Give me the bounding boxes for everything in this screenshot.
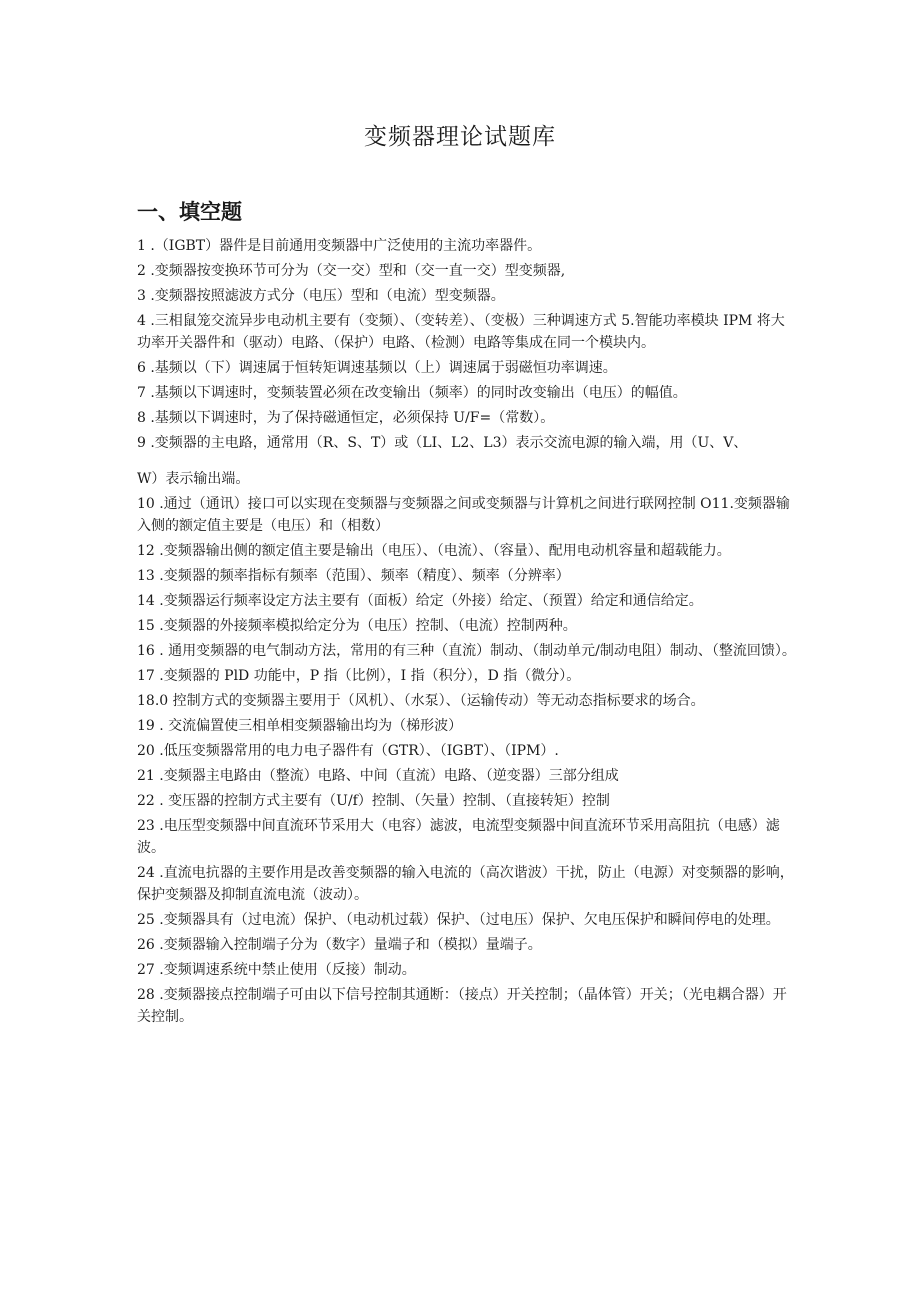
question-item: 15 .变频器的外接频率模拟给定分为（电压）控制、（电流）控制两种。	[137, 618, 577, 634]
question-item: 10 .通过（通讯）接口可以实现在变频器与变频器之间或变频器与计算机之间进行联网控制 O11.变频器输入侧的额定值主要是（电压）和（相数）	[137, 496, 790, 534]
question-item: 16 . 通用变频器的电气制动方法，常用的有三种（直流）制动、（制动单元/制动电阻）制动、（整流回馈）。	[137, 643, 796, 659]
question-item: 18.0 控制方式的变频器主要用于（风机）、（水泵）、（运输传动）等无动态指标要求的场合。	[137, 693, 705, 709]
page-title: 变频器理论试题库	[364, 124, 556, 150]
question-item: 21 .变频器主电路由（整流）电路、中间（直流）电路、（逆变器）三部分组成	[137, 768, 619, 784]
question-item: 13 .变频器的频率指标有频率（范围）、频率（精度）、频率（分辨率）	[137, 568, 570, 584]
question-item: 24 .直流电抗器的主要作用是改善变频器的输入电流的（高次谐波）干扰，防止（电源）对变频器的影响，保护变频器及抑制直流电流（波动）。	[137, 865, 794, 903]
question-item: 26 .变频器输入控制端子分为（数字）量端子和（模拟）量端子。	[137, 937, 542, 953]
question-item: W）表示输出端。	[137, 471, 250, 487]
question-item: 22 . 变压器的控制方式主要有（U/f）控制、（矢量）控制、（直接转矩）控制	[137, 793, 610, 809]
question-item: 25 .变频器具有（过电流）保护、（电动机过载）保护、（过电压）保护、欠电压保护和瞬间停电的处理。	[137, 912, 780, 928]
question-item: 23 .电压型变频器中间直流环节采用大（电容）滤波，电流型变频器中间直流环节采用高阻抗（电感）滤波。	[137, 818, 780, 856]
question-item: 3 .变频器按照滤波方式分（电压）型和（电流）型变频器。	[137, 288, 505, 304]
question-item: 2 .变频器按变换环节可分为（交一交）型和（交一直一交）型变频器,	[137, 263, 566, 279]
section-heading: 一、填空题	[137, 200, 242, 224]
question-item: 27 .变频调速系统中禁止使用（反接）制动。	[137, 962, 416, 978]
question-item: 20 .低压变频器常用的电力电子器件有（GTR）、（IGBT）、（IPM）.	[137, 743, 559, 759]
question-item: 7 .基频以下调速时，变频装置必须在改变输出（频率）的同时改变输出（电压）的幅值。	[137, 385, 687, 401]
question-item: 14 .变频器运行频率设定方法主要有（面板）给定（外接）给定、（预置）给定和通信给定。	[137, 593, 703, 609]
question-item: 1 .（IGBT）器件是目前通用变频器中广泛使用的主流功率器件。	[137, 238, 542, 254]
question-item: 19 . 交流偏置使三相单相变频器输出均为（梯形波）	[137, 718, 463, 734]
question-item: 17 .变频器的 PlD 功能中，P 指（比例），I 指（积分），D 指（微分）。	[137, 668, 581, 684]
question-list	[137, 235, 797, 1031]
question-item: 12 .变频器输出侧的额定值主要是输出（电压）、（电流）、（容量）、配用电动机容量和超载能力。	[137, 543, 731, 559]
question-item: 28 .变频器接点控制端子可由以下信号控制其通断：（接点）开关控制；（晶体管）开关；（光电耦合器）开关控制。	[137, 987, 787, 1025]
question-item: 8 .基频以下调速时，为了保持磁通恒定，必须保持 U/F=（常数）。	[137, 410, 555, 426]
question-item: 4 .三相鼠笼交流异步电动机主要有（变频）、（变转差）、（变极）三种调速方式 5.智能功率模块 IPM 将大功率开关器件和（驱动）电路、（保护）电路、（检测）电路等集成在同一个模块内。	[137, 313, 785, 351]
question-item: 6 .基频以（下）调速属于恒转矩调速基频以（上）调速属于弱磁恒功率调速。	[137, 360, 617, 376]
question-item: 9 .变频器的主电路，通常用（R、S、T）或（LI、L2、L3）表示交流电源的输入端，用（U、V、	[137, 435, 748, 451]
